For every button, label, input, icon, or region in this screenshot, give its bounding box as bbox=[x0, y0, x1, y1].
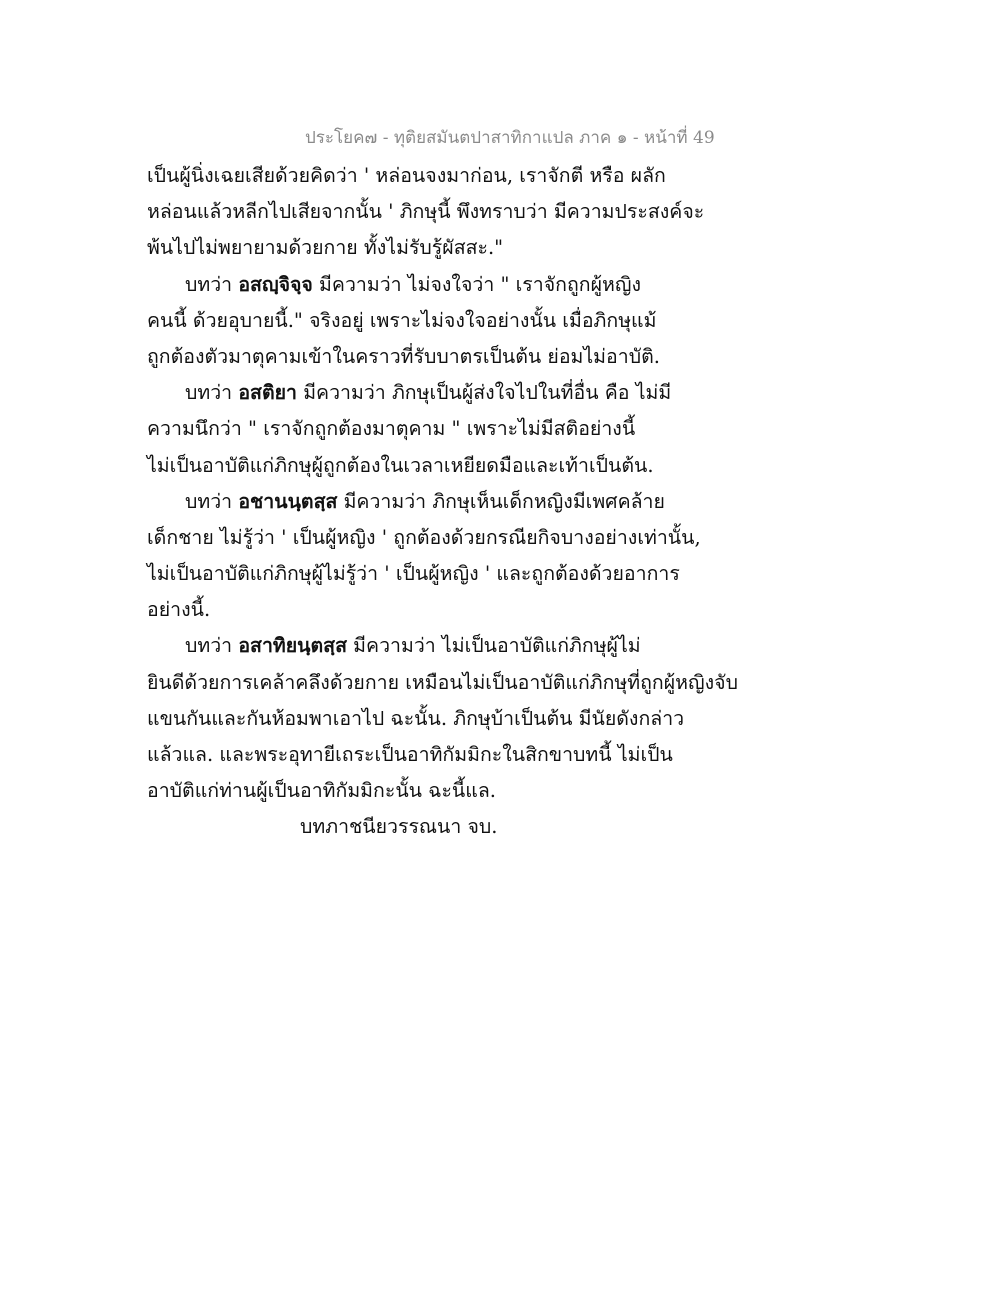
text-line: เด็กชาย ไม่รู้ว่า ' เป็นผู้หญิง ' ถูกต้องด้วยกรณียกิจบางอย่างเท่านั้น, bbox=[147, 525, 701, 549]
text-line: ถูกต้องตัวมาตุคามเข้าในคราวที่รับบาตรเป็นต้น ย่อมไม่อาบัติ. bbox=[147, 344, 660, 368]
term-explanation: มีความว่า ไม่เป็นอาบัติแก่ภิกษุผู้ไม่ bbox=[346, 634, 641, 658]
text-line: แขนกันและกันห้อมพาเอาไป ฉะนั้น. ภิกษุบ้าเป็นต้น มีนัยดังกล่าว bbox=[147, 706, 685, 730]
term-explanation: มีความว่า ไม่จงใจว่า " เราจักถูกผู้หญิง bbox=[312, 272, 641, 296]
section-closing: บทภาชนียวรรณนา จบ. bbox=[300, 815, 498, 839]
text-line: หล่อนแล้วหลีกไปเสียจากนั้น ' ภิกษุนี้ พึงทราบว่า มีความประสงค์จะ bbox=[147, 200, 705, 224]
text-line: ยินดีด้วยการเคล้าคลึงด้วยกาย เหมือนไม่เป็นอาบัติแก่ภิกษุที่ถูกผู้หญิงจับ bbox=[147, 670, 738, 694]
paragraph-first-line bbox=[147, 628, 747, 664]
term-explanation: มีความว่า ภิกษุเห็นเด็กหญิงมีเพศคล้าย bbox=[337, 489, 665, 513]
term-prefix: บทว่า bbox=[185, 272, 239, 296]
term-prefix: บทว่า bbox=[185, 634, 239, 658]
paragraph-first-line bbox=[147, 267, 747, 303]
paragraph-first-line bbox=[147, 484, 747, 520]
defined-term: อชานนฺตสฺส bbox=[238, 489, 338, 513]
text-line: อย่างนี้. bbox=[147, 598, 211, 622]
text-line: เป็นผู้นิ่งเฉยเสียด้วยคิดว่า ' หล่อนจงมาก่อน, เราจักตี หรือ ผลัก bbox=[147, 164, 666, 187]
running-header: ประโยค๗ - ทุติยสมันตปาสาทิกาแปล ภาค ๑ - หน้าที่ 49 bbox=[305, 128, 715, 148]
defined-term: อสาทิยนฺตสฺส bbox=[238, 634, 347, 658]
body-text bbox=[147, 158, 747, 846]
text-line: คนนี้ ด้วยอุบายนี้." จริงอยู่ เพราะไม่จงใจอย่างนั้น เมื่อภิกษุแม้ bbox=[147, 308, 657, 332]
paragraph-first-line bbox=[147, 375, 747, 411]
text-line: อาบัติแก่ท่านผู้เป็นอาทิกัมมิกะนั้น ฉะนี้แล. bbox=[147, 779, 496, 803]
defined-term: อสติยา bbox=[238, 381, 297, 405]
term-prefix: บทว่า bbox=[185, 381, 239, 405]
text-line: พ้นไปไม่พยายามด้วยกาย ทั้งไม่รับรู้ผัสสะ." bbox=[147, 236, 504, 260]
text-line: ความนึกว่า " เราจักถูกต้องมาตุคาม " เพราะไม่มีสติอย่างนี้ bbox=[147, 417, 636, 441]
term-explanation: มีความว่า ภิกษุเป็นผู้ส่งใจไปในที่อื่น คือ ไม่มี bbox=[297, 381, 672, 405]
text-line: ไม่เป็นอาบัติแก่ภิกษุผู้ไม่รู้ว่า ' เป็นผู้หญิง ' และถูกต้องด้วยอาการ bbox=[147, 562, 680, 586]
term-prefix: บทว่า bbox=[185, 489, 239, 513]
defined-term: อสญฺจิจฺจ bbox=[238, 272, 313, 296]
text-line: ไม่เป็นอาบัติแก่ภิกษุผู้ถูกต้องในเวลาเหยียดมือและเท้าเป็นต้น. bbox=[147, 453, 654, 477]
text-line: แล้วแล. และพระอุทายีเถระเป็นอาทิกัมมิกะในสิกขาบทนี้ ไม่เป็น bbox=[147, 743, 673, 766]
